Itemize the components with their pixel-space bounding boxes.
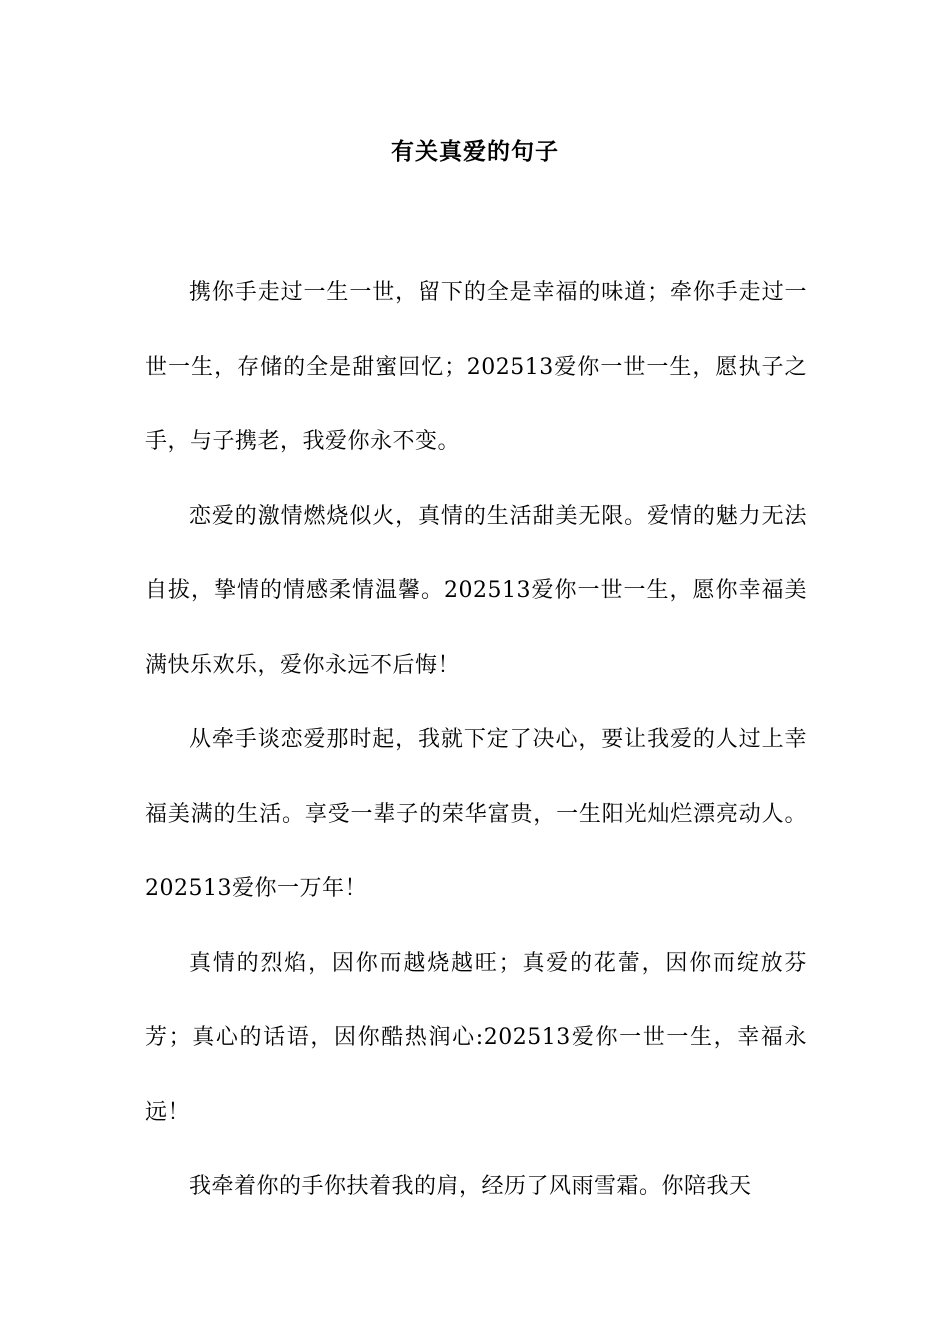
paragraph-4: 真情的烈焰，因你而越烧越旺；真爱的花蕾，因你而绽放芬芳；真心的话语，因你酷热润心:202513爱你一世一生，幸福永远！ [145, 950, 807, 1125]
paragraph-1: 携你手走过一生一世，留下的全是幸福的味道；牵你手走过一世一生，存储的全是甜蜜回忆；202513爱你一世一生，愿执子之手，与子携老，我爱你永不变。 [145, 280, 807, 454]
paragraph-3: 从牵手谈恋爱那时起，我就下定了决心，要让我爱的人过上幸福美满的生活。享受一辈子的荣华富贵，一生阳光灿烂漂亮动人。202513爱你一万年！ [145, 727, 807, 901]
document-body [145, 256, 807, 1225]
paragraph-2: 恋爱的激情燃烧似火，真情的生活甜美无限。爱情的魅力无法自拔，挚情的情感柔情温馨。202513爱你一世一生，愿你幸福美满快乐欢乐，爱你永远不后悔！ [145, 503, 807, 678]
document-title: 有关真爱的句子 [391, 138, 559, 165]
paragraph-5: 我牵着你的手你扶着我的肩，经历了风雨雪霜。你陪我天 [189, 1174, 752, 1199]
